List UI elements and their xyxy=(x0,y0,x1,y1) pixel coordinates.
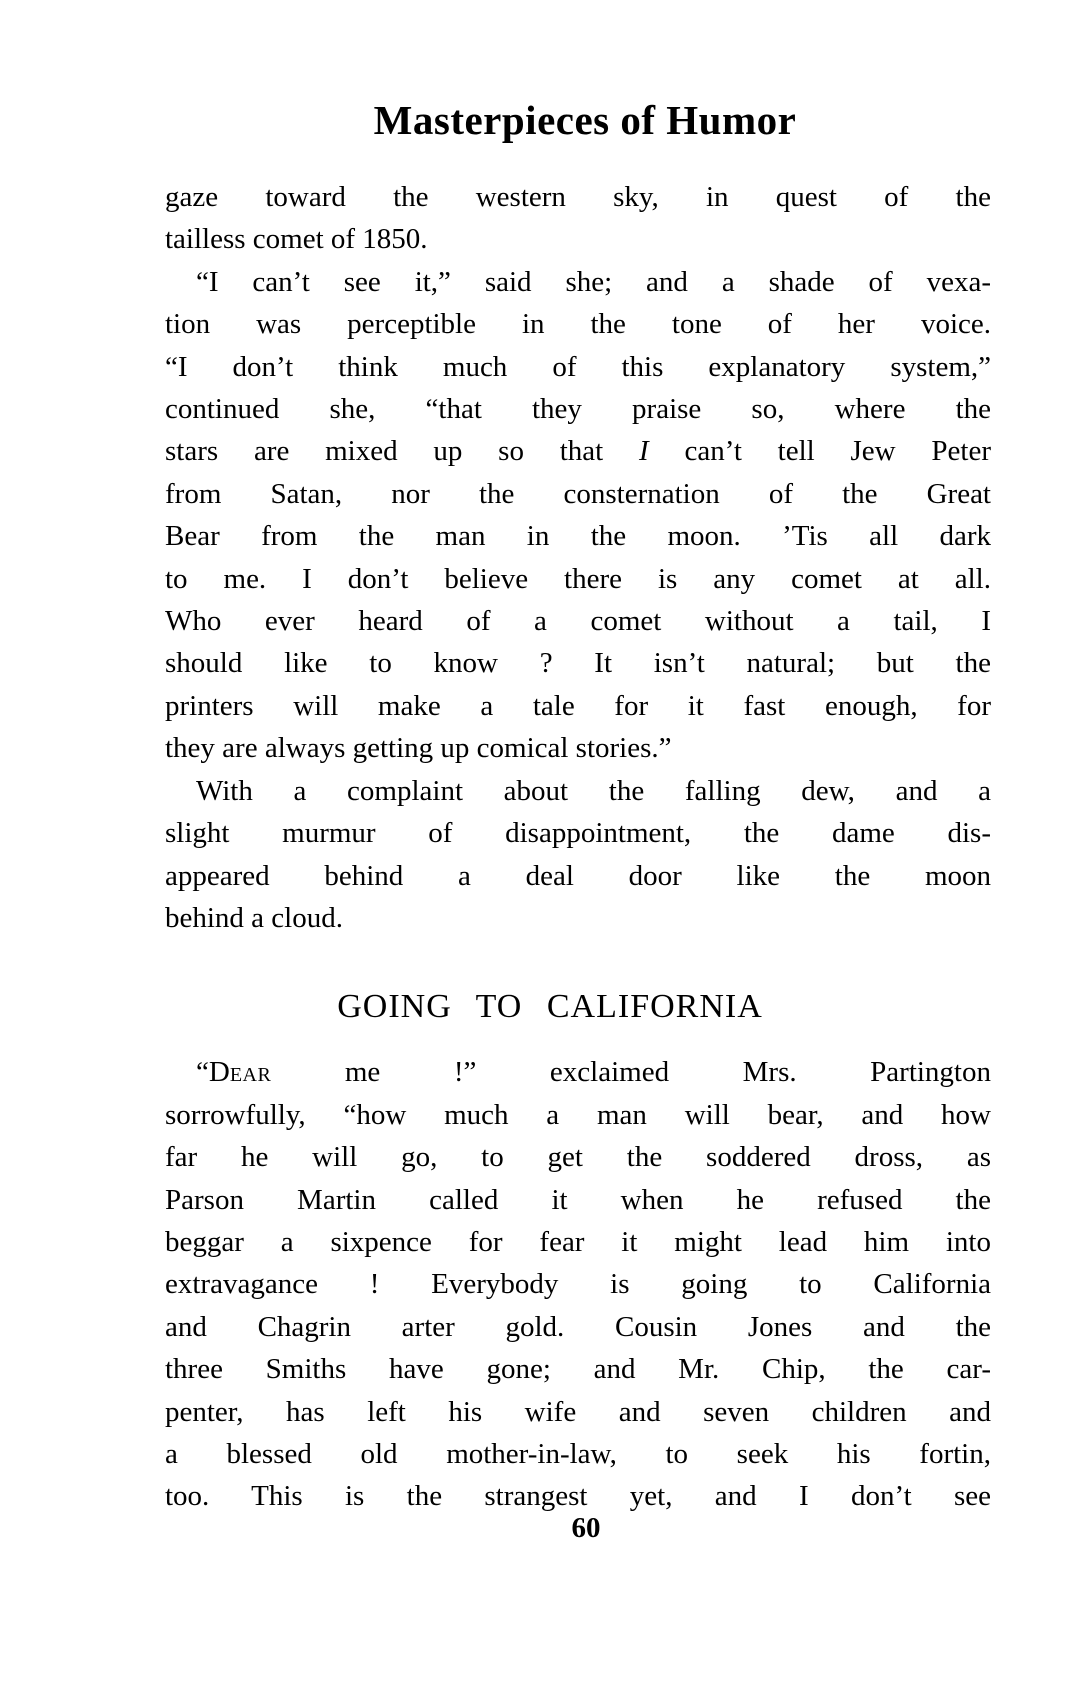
page-number: 60 xyxy=(571,1512,601,1544)
text-line: Parson Martin called it when he refused the xyxy=(165,1183,991,1216)
running-header: Masterpieces of Humor xyxy=(373,97,797,143)
text-line: appeared behind a deal door like the moon xyxy=(165,859,991,892)
page-body xyxy=(165,176,991,1518)
text-line: they are always getting up comical stories.” xyxy=(165,732,672,765)
text-line: extravagance ! Everybody is going to California xyxy=(165,1268,991,1301)
text-line: tion was perceptible in the tone of her voice. xyxy=(165,308,991,341)
text-line: “I can’t see it,” said she; and a shade of vexa- xyxy=(196,265,991,298)
text-line xyxy=(165,1051,991,1093)
text-segment: me !” exclaimed Mrs. Partington xyxy=(271,1056,991,1089)
text-line: tailless comet of 1850. xyxy=(165,223,428,256)
text-line: Who ever heard of a comet without a tail, I xyxy=(165,605,991,638)
small-caps-text: ear xyxy=(229,1056,272,1089)
text-line: and Chagrin arter gold. Cousin Jones and the xyxy=(165,1310,991,1343)
text-line: printers will make a tale for it fast enough, for xyxy=(165,689,991,722)
italic-text: I xyxy=(639,435,649,468)
text-line: Bear from the man in the moon. ’Tis all dark xyxy=(165,520,991,553)
text-line: continued she, “that they praise so, where the xyxy=(165,393,991,426)
text-line: a blessed old mother-in-law, to seek his fortin, xyxy=(165,1437,991,1470)
text-line: behind a cloud. xyxy=(165,901,343,934)
text-line: should like to know ? It isn’t natural; but the xyxy=(165,647,991,680)
text-line: penter, has left his wife and seven children and xyxy=(165,1395,991,1428)
text-line: “I don’t think much of this explanatory system,” xyxy=(165,350,991,383)
text-line: gaze toward the western sky, in quest of the xyxy=(165,181,991,213)
text-line: sorrowfully, “how much a man will bear, and how xyxy=(165,1098,991,1131)
text-segment: can’t tell Jew Peter xyxy=(648,435,991,468)
text-line: slight murmur of disappointment, the dame dis- xyxy=(165,817,991,850)
text-line: beggar a sixpence for fear it might lead him into xyxy=(165,1225,991,1258)
text-segment: stars are mixed up so that xyxy=(165,435,640,468)
text-line: to me. I don’t believe there is any comet at all. xyxy=(165,562,991,595)
text-line: With a complaint about the falling dew, and a xyxy=(196,774,991,807)
text-segment: “D xyxy=(196,1056,230,1089)
text-line: from Satan, nor the consternation of the Great xyxy=(165,477,991,510)
section-heading: GOING TO CALIFORNIA xyxy=(337,988,763,1026)
text-line xyxy=(165,430,991,472)
text-line: far he will go, to get the soddered dross, as xyxy=(165,1141,991,1174)
text-line: three Smiths have gone; and Mr. Chip, the car- xyxy=(165,1353,991,1386)
text-line: too. This is the strangest yet, and I don’t see xyxy=(165,1480,991,1513)
